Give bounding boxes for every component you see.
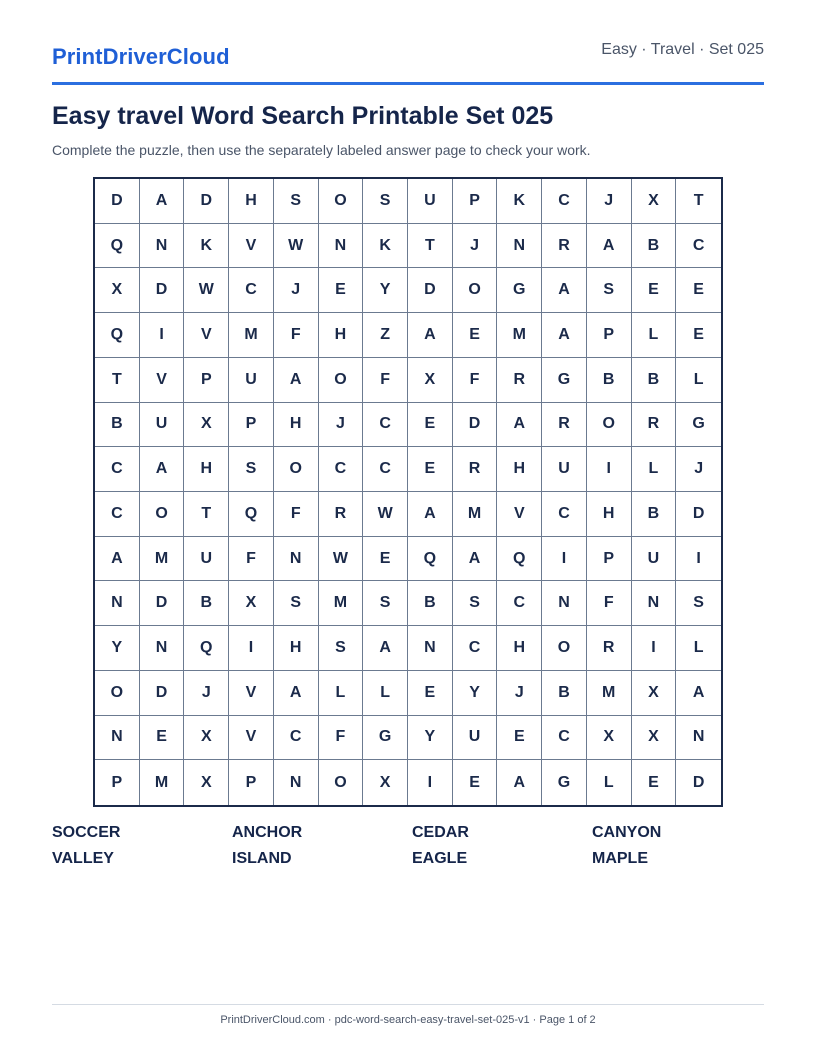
grid-cell[interactable]: W: [319, 537, 364, 582]
grid-cell[interactable]: S: [587, 268, 632, 313]
grid-cell[interactable]: L: [632, 447, 677, 492]
grid-cell[interactable]: Q: [95, 224, 140, 269]
grid-cell[interactable]: L: [319, 671, 364, 716]
grid-cell[interactable]: I: [632, 626, 677, 671]
grid-cell[interactable]: J: [274, 268, 319, 313]
grid-cell[interactable]: E: [453, 760, 498, 805]
grid-cell[interactable]: Z: [363, 313, 408, 358]
grid-cell[interactable]: A: [140, 179, 185, 224]
grid-cell[interactable]: S: [229, 447, 274, 492]
grid-cell[interactable]: E: [632, 760, 677, 805]
grid-cell[interactable]: E: [676, 313, 721, 358]
grid-cell[interactable]: W: [274, 224, 319, 269]
grid-cell[interactable]: R: [453, 447, 498, 492]
grid-cell[interactable]: E: [676, 268, 721, 313]
grid-cell[interactable]: J: [676, 447, 721, 492]
grid-cell[interactable]: O: [319, 179, 364, 224]
grid-cell[interactable]: M: [587, 671, 632, 716]
grid-cell[interactable]: G: [542, 760, 587, 805]
grid-cell[interactable]: L: [632, 313, 677, 358]
grid-cell[interactable]: D: [408, 268, 453, 313]
grid-cell[interactable]: X: [632, 716, 677, 761]
grid-cell[interactable]: X: [632, 671, 677, 716]
grid-cell[interactable]: B: [587, 358, 632, 403]
grid-cell[interactable]: H: [497, 447, 542, 492]
grid-cell[interactable]: H: [274, 626, 319, 671]
grid-cell[interactable]: X: [229, 581, 274, 626]
grid-cell[interactable]: I: [676, 537, 721, 582]
grid-cell[interactable]: X: [632, 179, 677, 224]
grid-cell[interactable]: A: [274, 671, 319, 716]
grid-cell[interactable]: H: [274, 403, 319, 448]
page-title: Easy travel Word Search Printable Set 025: [52, 102, 554, 130]
grid-cell[interactable]: D: [676, 492, 721, 537]
grid-cell[interactable]: E: [363, 537, 408, 582]
grid-cell[interactable]: A: [453, 537, 498, 582]
grid-cell[interactable]: I: [587, 447, 632, 492]
word-search-grid: [93, 177, 723, 807]
grid-cell[interactable]: M: [140, 537, 185, 582]
grid-cell[interactable]: C: [274, 716, 319, 761]
grid-cell[interactable]: H: [497, 626, 542, 671]
grid-cell[interactable]: X: [184, 403, 229, 448]
grid-cell[interactable]: Y: [408, 716, 453, 761]
grid-cell[interactable]: B: [95, 403, 140, 448]
grid-cell[interactable]: B: [632, 358, 677, 403]
grid-cell[interactable]: K: [497, 179, 542, 224]
grid-cell[interactable]: V: [497, 492, 542, 537]
grid-cell[interactable]: L: [363, 671, 408, 716]
grid-cell[interactable]: E: [408, 447, 453, 492]
grid-cell[interactable]: R: [542, 403, 587, 448]
grid-cell[interactable]: D: [184, 179, 229, 224]
grid-cell[interactable]: T: [676, 179, 721, 224]
grid-cell[interactable]: N: [542, 581, 587, 626]
grid-cell[interactable]: J: [184, 671, 229, 716]
grid-cell[interactable]: I: [408, 760, 453, 805]
word-list-item: ISLAND: [232, 850, 292, 867]
grid-cell[interactable]: O: [587, 403, 632, 448]
grid-cell[interactable]: B: [632, 224, 677, 269]
grid-cell[interactable]: G: [497, 268, 542, 313]
grid-cell[interactable]: N: [319, 224, 364, 269]
grid-cell[interactable]: C: [453, 626, 498, 671]
grid-cell[interactable]: S: [319, 626, 364, 671]
grid-cell[interactable]: D: [95, 179, 140, 224]
grid-cell[interactable]: M: [497, 313, 542, 358]
grid-cell[interactable]: N: [140, 626, 185, 671]
grid-cell[interactable]: P: [229, 403, 274, 448]
grid-cell[interactable]: W: [363, 492, 408, 537]
grid-cell[interactable]: O: [319, 760, 364, 805]
grid-cell[interactable]: Q: [95, 313, 140, 358]
word-list-item: CEDAR: [412, 824, 469, 841]
grid-cell[interactable]: V: [229, 671, 274, 716]
grid-cell[interactable]: Q: [184, 626, 229, 671]
grid-cell[interactable]: O: [453, 268, 498, 313]
grid-cell[interactable]: G: [542, 358, 587, 403]
brand-logo[interactable]: PrintDriverCloud: [52, 44, 230, 69]
page-footer: PrintDriverCloud.com · pdc-word-search-easy-travel-set-025-v1 · Page 1 of 2: [220, 1014, 596, 1026]
page-subtitle: Complete the puzzle, then use the separately labeled answer page to check your work.: [52, 142, 591, 158]
grid-cell[interactable]: B: [408, 581, 453, 626]
grid-cell[interactable]: C: [363, 447, 408, 492]
grid-cell[interactable]: D: [140, 581, 185, 626]
grid-cell[interactable]: K: [363, 224, 408, 269]
grid-cell[interactable]: F: [274, 313, 319, 358]
word-list: [52, 824, 764, 868]
grid-cell[interactable]: C: [95, 447, 140, 492]
grid-cell[interactable]: B: [542, 671, 587, 716]
grid-cell[interactable]: O: [140, 492, 185, 537]
grid-cell[interactable]: O: [95, 671, 140, 716]
grid-cell[interactable]: A: [587, 224, 632, 269]
grid-cell[interactable]: X: [408, 358, 453, 403]
word-list-item: VALLEY: [52, 850, 114, 867]
grid-cell[interactable]: B: [632, 492, 677, 537]
grid-cell[interactable]: A: [497, 760, 542, 805]
grid-cell[interactable]: C: [542, 716, 587, 761]
grid-cell[interactable]: E: [408, 671, 453, 716]
grid-cell[interactable]: U: [453, 716, 498, 761]
grid-cell[interactable]: U: [184, 537, 229, 582]
page-header: [52, 38, 764, 78]
grid-cell[interactable]: A: [95, 537, 140, 582]
grid-cell[interactable]: P: [587, 313, 632, 358]
grid-cell[interactable]: A: [408, 492, 453, 537]
grid-cell[interactable]: V: [140, 358, 185, 403]
grid-cell[interactable]: I: [229, 626, 274, 671]
grid-cell[interactable]: J: [319, 403, 364, 448]
header-divider: [52, 82, 764, 85]
grid-cell[interactable]: P: [95, 760, 140, 805]
grid-cell[interactable]: X: [184, 716, 229, 761]
grid-cell[interactable]: N: [140, 224, 185, 269]
grid-cell[interactable]: R: [587, 626, 632, 671]
grid-cell[interactable]: U: [542, 447, 587, 492]
grid-cell[interactable]: N: [676, 716, 721, 761]
grid-cell[interactable]: Q: [497, 537, 542, 582]
grid-cell[interactable]: J: [497, 671, 542, 716]
grid-cell[interactable]: A: [140, 447, 185, 492]
grid-cell[interactable]: A: [542, 313, 587, 358]
breadcrumb: Easy · Travel · Set 025: [601, 41, 764, 58]
grid-cell[interactable]: N: [632, 581, 677, 626]
grid-cell[interactable]: P: [229, 760, 274, 805]
grid-cell[interactable]: F: [229, 537, 274, 582]
grid-cell[interactable]: A: [676, 671, 721, 716]
grid-cell[interactable]: M: [319, 581, 364, 626]
grid-cell[interactable]: D: [140, 268, 185, 313]
grid-cell[interactable]: M: [453, 492, 498, 537]
word-list-item: ANCHOR: [232, 824, 303, 841]
grid-cell[interactable]: D: [140, 671, 185, 716]
grid-cell[interactable]: U: [408, 179, 453, 224]
grid-cell[interactable]: L: [676, 358, 721, 403]
grid-cell[interactable]: M: [229, 313, 274, 358]
grid-cell[interactable]: A: [363, 626, 408, 671]
grid-cell[interactable]: C: [95, 492, 140, 537]
word-list-item: MAPLE: [592, 850, 648, 867]
grid-cell[interactable]: G: [676, 403, 721, 448]
grid-cell[interactable]: S: [363, 179, 408, 224]
grid-cell[interactable]: D: [692, 773, 705, 791]
grid-cell[interactable]: H: [587, 492, 632, 537]
grid-cell[interactable]: C: [676, 224, 721, 269]
grid-cell[interactable]: V: [229, 224, 274, 269]
grid-cell[interactable]: P: [587, 537, 632, 582]
grid-cell[interactable]: T: [95, 358, 140, 403]
grid-cell[interactable]: C: [229, 268, 274, 313]
grid-cell[interactable]: G: [363, 716, 408, 761]
grid-cell[interactable]: A: [408, 313, 453, 358]
grid-cell[interactable]: N: [274, 760, 319, 805]
grid-cell[interactable]: A: [274, 358, 319, 403]
grid-cell[interactable]: A: [497, 403, 542, 448]
grid-cell[interactable]: P: [453, 179, 498, 224]
grid-cell[interactable]: F: [587, 581, 632, 626]
grid-cell[interactable]: B: [184, 581, 229, 626]
grid-cell[interactable]: E: [140, 716, 185, 761]
grid-cell[interactable]: C: [319, 447, 364, 492]
grid-cell[interactable]: F: [363, 358, 408, 403]
grid-cell[interactable]: Y: [95, 626, 140, 671]
grid-cell[interactable]: C: [542, 492, 587, 537]
grid-cell[interactable]: F: [274, 492, 319, 537]
grid-cell[interactable]: J: [453, 224, 498, 269]
grid-cell[interactable]: R: [319, 492, 364, 537]
grid-cell[interactable]: L: [676, 626, 721, 671]
footer-divider: [52, 1004, 764, 1005]
grid-cell[interactable]: I: [542, 537, 587, 582]
grid-cell[interactable]: X: [95, 268, 140, 313]
word-list-item: SOCCER: [52, 824, 121, 841]
grid-cell[interactable]: U: [140, 403, 185, 448]
grid-cell[interactable]: R: [632, 403, 677, 448]
grid-cell[interactable]: V: [184, 313, 229, 358]
grid-cell[interactable]: E: [319, 268, 364, 313]
worksheet-page: [52, 0, 764, 1056]
grid-cell[interactable]: T: [184, 492, 229, 537]
grid-cell[interactable]: E: [408, 403, 453, 448]
grid-cell[interactable]: S: [676, 581, 721, 626]
grid-cell[interactable]: H: [319, 313, 364, 358]
grid-cell[interactable]: Q: [229, 492, 274, 537]
grid-cell[interactable]: Q: [408, 537, 453, 582]
grid-cell[interactable]: Y: [453, 671, 498, 716]
grid-cell[interactable]: X: [184, 760, 229, 805]
word-list-item: EAGLE: [412, 850, 468, 867]
grid-cell[interactable]: C: [542, 179, 587, 224]
grid-cell[interactable]: V: [229, 716, 274, 761]
grid-cell[interactable]: S: [274, 581, 319, 626]
grid-cell[interactable]: O: [542, 626, 587, 671]
grid-cell[interactable]: E: [632, 268, 677, 313]
grid-cell[interactable]: D: [453, 403, 498, 448]
grid-cell[interactable]: K: [184, 224, 229, 269]
grid-cell[interactable]: C: [497, 581, 542, 626]
grid-cell[interactable]: N: [274, 537, 319, 582]
grid-cell[interactable]: Y: [363, 268, 408, 313]
grid-cell[interactable]: I: [140, 313, 185, 358]
grid-cell[interactable]: U: [632, 537, 677, 582]
grid-cell[interactable]: R: [542, 224, 587, 269]
word-list-item: CANYON: [592, 824, 662, 841]
grid-cell[interactable]: E: [453, 313, 498, 358]
grid-cell[interactable]: O: [319, 358, 364, 403]
grid-cell[interactable]: N: [95, 581, 140, 626]
grid-cell[interactable]: L: [587, 760, 632, 805]
grid-cell[interactable]: M: [140, 760, 185, 805]
grid-cell[interactable]: N: [497, 224, 542, 269]
grid-cell[interactable]: E: [497, 716, 542, 761]
grid-cell[interactable]: T: [408, 224, 453, 269]
grid-cell[interactable]: C: [363, 403, 408, 448]
grid-cell[interactable]: F: [453, 358, 498, 403]
grid-cell[interactable]: S: [274, 179, 319, 224]
grid-cell[interactable]: J: [587, 179, 632, 224]
grid-cell[interactable]: F: [319, 716, 364, 761]
grid-cell[interactable]: H: [229, 179, 274, 224]
grid-cell[interactable]: X: [587, 716, 632, 761]
grid-cell[interactable]: O: [274, 447, 319, 492]
grid-cell[interactable]: H: [184, 447, 229, 492]
grid-cell[interactable]: U: [229, 358, 274, 403]
grid-cell[interactable]: R: [497, 358, 542, 403]
grid-cell[interactable]: A: [542, 268, 587, 313]
grid-cell[interactable]: X: [363, 760, 408, 805]
grid-cell[interactable]: P: [184, 358, 229, 403]
grid-cell[interactable]: W: [184, 268, 229, 313]
grid-cell[interactable]: N: [95, 716, 140, 761]
grid-cell[interactable]: S: [453, 581, 498, 626]
grid-cell[interactable]: N: [408, 626, 453, 671]
grid-cell[interactable]: S: [363, 581, 408, 626]
